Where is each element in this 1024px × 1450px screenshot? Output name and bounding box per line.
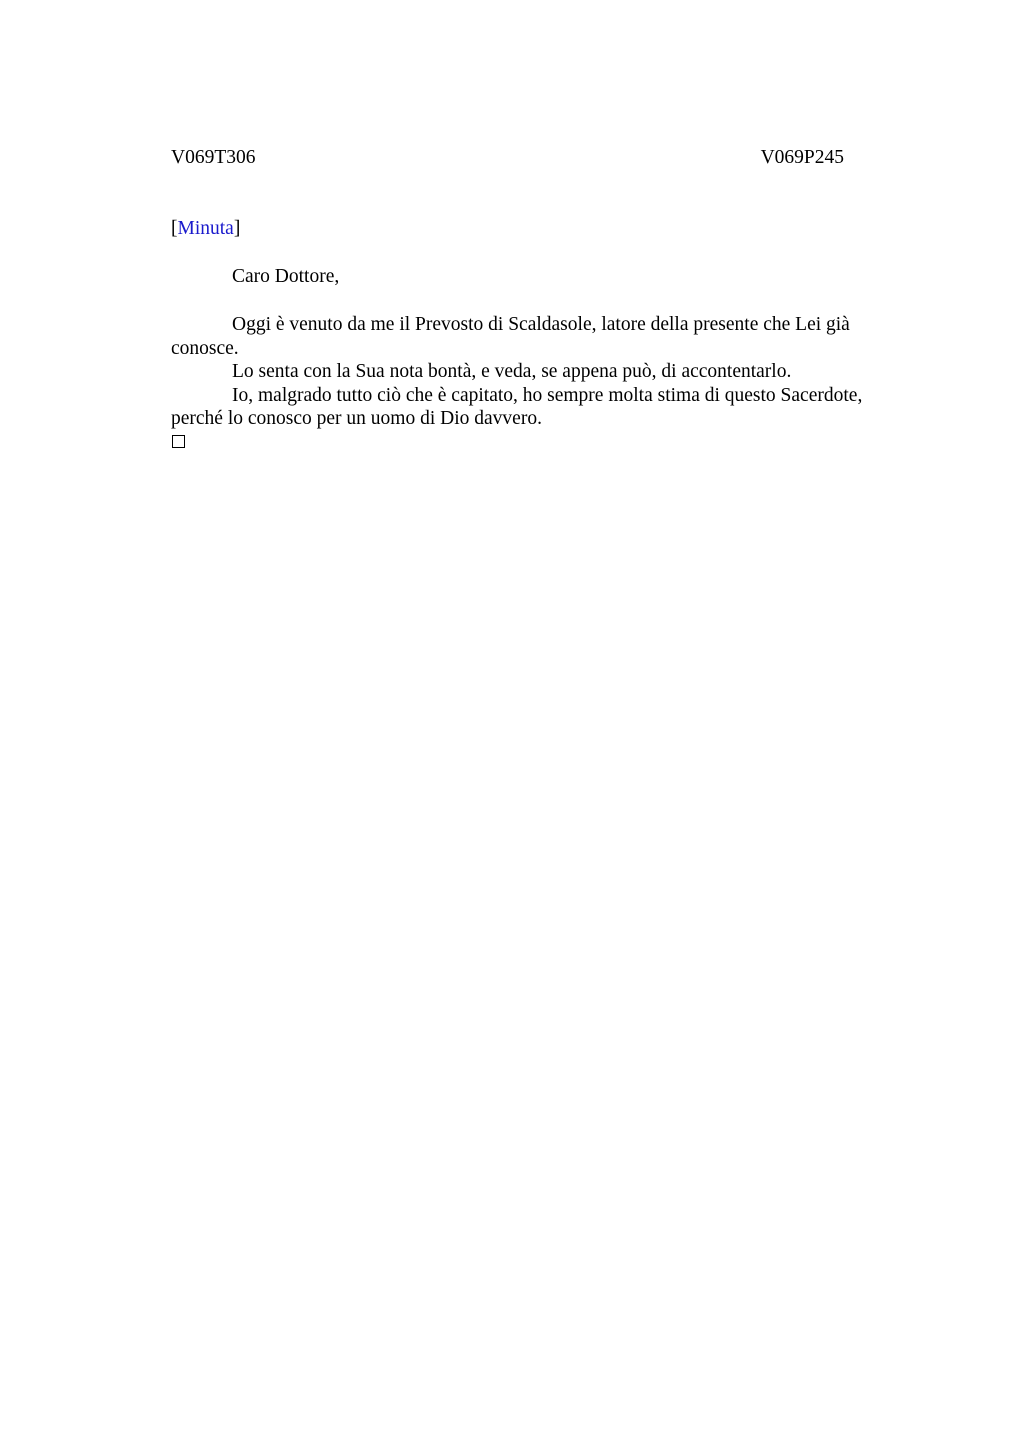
- minuta-label: [171, 217, 240, 241]
- document-code-left: V069T306: [171, 147, 256, 168]
- square-outline-icon: [172, 435, 185, 448]
- letter-body: [171, 313, 903, 431]
- bracket-close: ]: [233, 218, 241, 239]
- bracket-open: [: [171, 218, 178, 239]
- letter-paragraph-1: Oggi è venuto da me il Prevosto di Scaldasole, latore della presente che Lei già conosce.: [171, 314, 850, 359]
- document-code-right: V069P245: [760, 147, 844, 168]
- minuta-link[interactable]: Minuta: [177, 218, 234, 239]
- letter-paragraph-2: Lo senta con la Sua nota bontà, e veda, se appena può, di accontentarlo.: [232, 361, 792, 382]
- letter-salutation: Caro Dottore,: [232, 266, 340, 287]
- letter-paragraph-3: Io, malgrado tutto ciò che è capitato, ho sempre molta stima di questo Sacerdote, perché lo conosco per un uomo di Dio davvero.: [171, 384, 863, 429]
